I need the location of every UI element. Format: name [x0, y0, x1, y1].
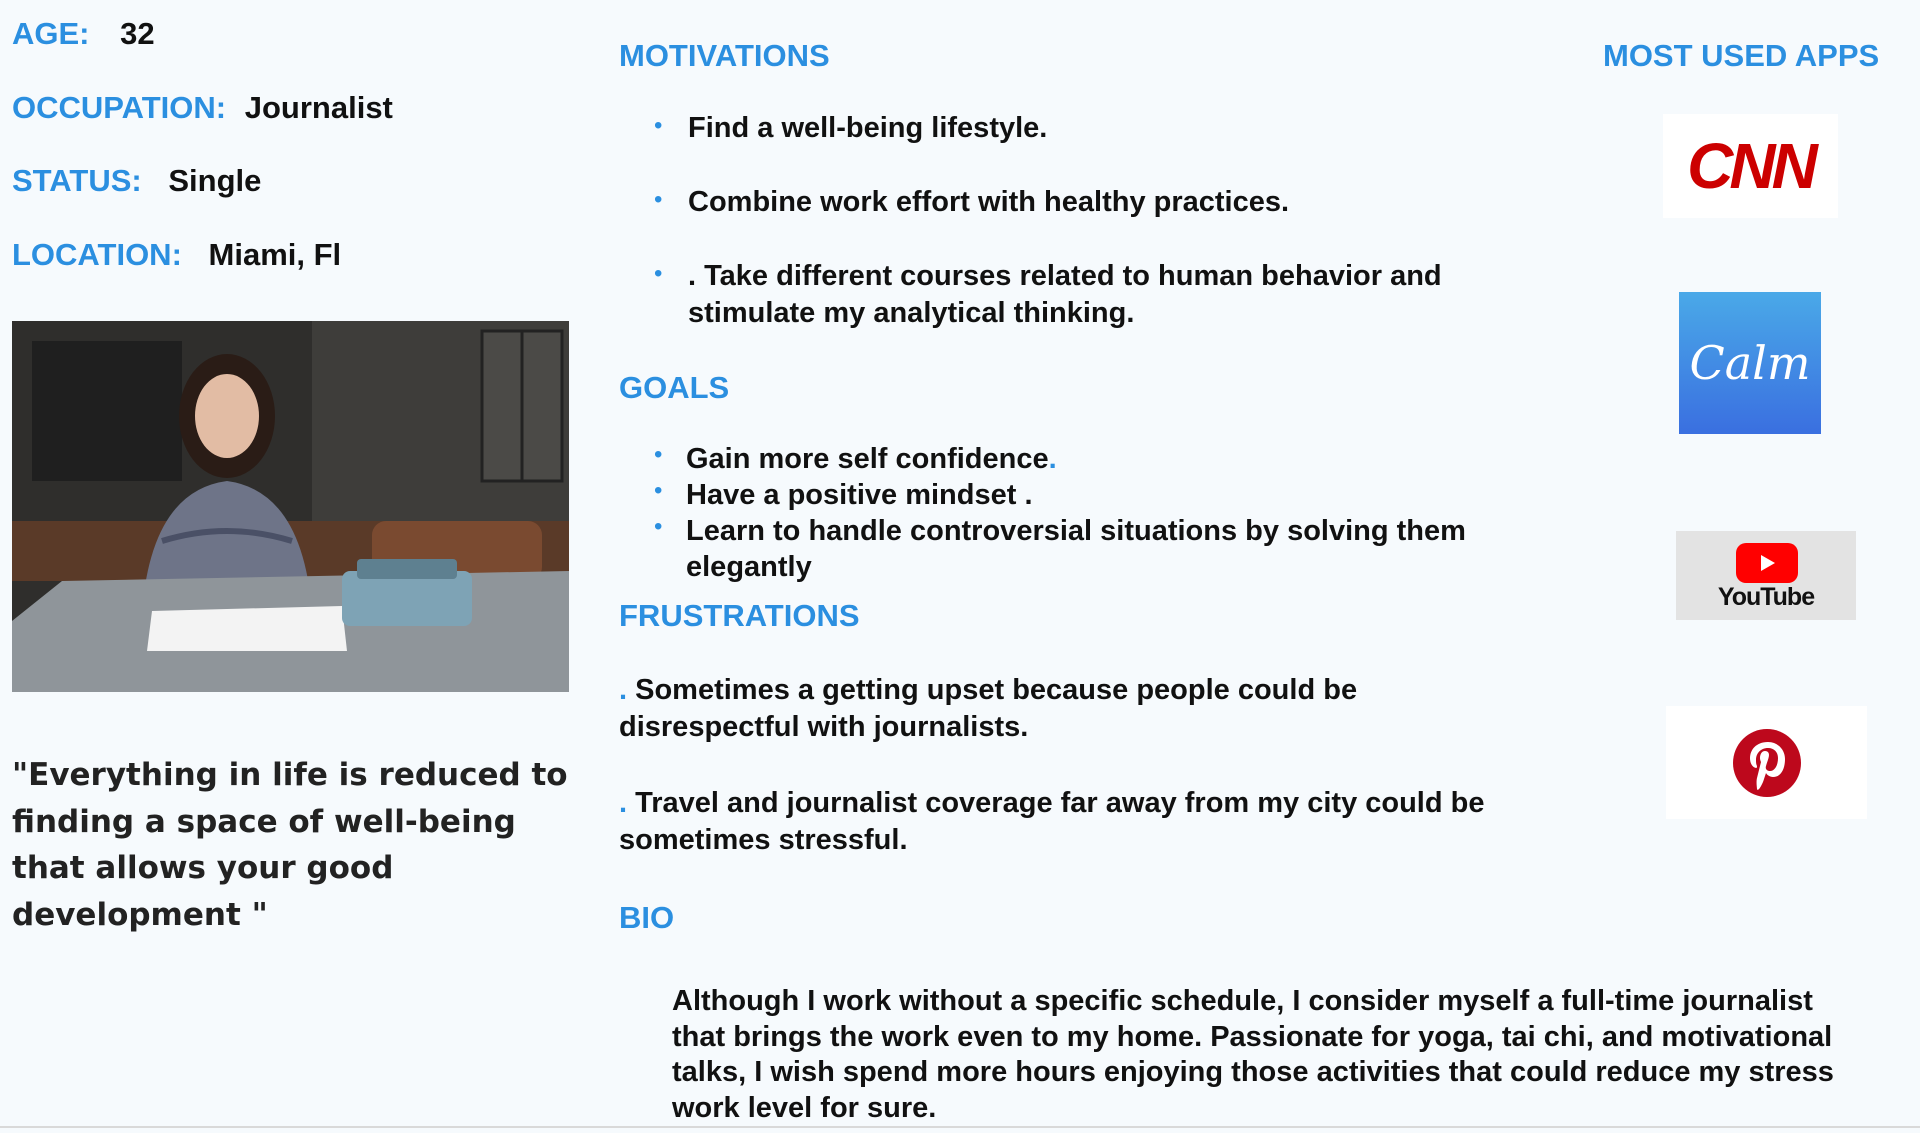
occupation-label: OCCUPATION: — [12, 90, 227, 125]
pinterest-app-icon — [1666, 706, 1867, 819]
age-value: 32 — [120, 16, 155, 51]
calm-logo-text: Calm — [1689, 336, 1811, 390]
calm-app-icon — [1679, 292, 1821, 434]
bio-text: Although I work without a specific schedule, I consider myself a full-time journalist that brings the work even to my home. Passionate for yoga, tai chi, and motivational talks, I wish spend more hours enjoying those activities that could reduce my stress work level for sure. — [672, 985, 1834, 1124]
frustrations-item-text: Sometimes a getting upset because people could be disrespectful with journalists. — [619, 674, 1358, 743]
motivations-item-text: Combine work effort with healthy practices. — [688, 186, 1290, 218]
age-row — [12, 16, 155, 52]
goals-title: GOALS — [619, 370, 730, 405]
motivations-item-text: . Take different courses related to human behavior and stimulate my analytical thinking. — [688, 260, 1442, 329]
youtube-app-icon — [1676, 531, 1856, 620]
bullet: • — [654, 260, 663, 287]
persona-photo — [12, 321, 569, 692]
cnn-app-icon — [1663, 114, 1838, 218]
cnn-logo-text: CNN — [1687, 130, 1814, 202]
occupation-row — [12, 90, 393, 126]
goals-item-text: Learn to handle controversial situations by solving them elegantly — [686, 515, 1466, 583]
goals-list — [650, 441, 1490, 585]
bullet: . — [619, 787, 636, 819]
goals-item-text: Gain more self confidence — [686, 443, 1049, 475]
apps-title: MOST USED APPS — [1603, 38, 1880, 73]
location-label: LOCATION: — [12, 237, 182, 272]
bottom-divider — [0, 1126, 1920, 1128]
goals-item: • Gain more self confidence. — [654, 441, 1057, 475]
frustrations-item — [619, 785, 1499, 859]
bullet: • — [654, 513, 663, 540]
goals-item — [650, 477, 1490, 513]
pinterest-logo-icon — [1732, 728, 1802, 798]
persona-quote: "Everything in life is reduced to finding a space of well-being that allows your good development " — [12, 757, 568, 933]
status-row — [12, 163, 261, 199]
bullet: • — [654, 112, 663, 139]
motivations-title: MOTIVATIONS — [619, 38, 830, 73]
status-label: STATUS: — [12, 163, 142, 198]
play-icon — [1736, 543, 1798, 583]
frustrations-item-text: Travel and journalist coverage far away from my city could be sometimes stressful. — [619, 787, 1485, 856]
frustrations-item — [619, 672, 1499, 746]
occupation-value: Journalist — [244, 90, 393, 125]
goals-item — [650, 513, 1490, 585]
bullet: • — [654, 186, 663, 213]
bullet: . — [619, 674, 636, 706]
location-row — [12, 237, 341, 273]
location-value: Miami, Fl — [208, 237, 342, 272]
bio-title: BIO — [619, 900, 675, 935]
motivations-item — [650, 258, 1550, 332]
status-value: Single — [168, 163, 262, 198]
youtube-logo-text: YouTube — [1717, 583, 1815, 611]
motivations-item — [650, 184, 1550, 221]
goals-item-text: Have a positive mindset . — [686, 479, 1033, 511]
bullet: • — [654, 477, 663, 504]
age-label: AGE: — [12, 16, 90, 51]
frustrations-title: FRUSTRATIONS — [619, 598, 860, 633]
motivations-item-text: Find a well-being lifestyle. — [688, 112, 1048, 144]
motivations-item — [650, 110, 1550, 147]
bullet: • — [654, 441, 663, 468]
